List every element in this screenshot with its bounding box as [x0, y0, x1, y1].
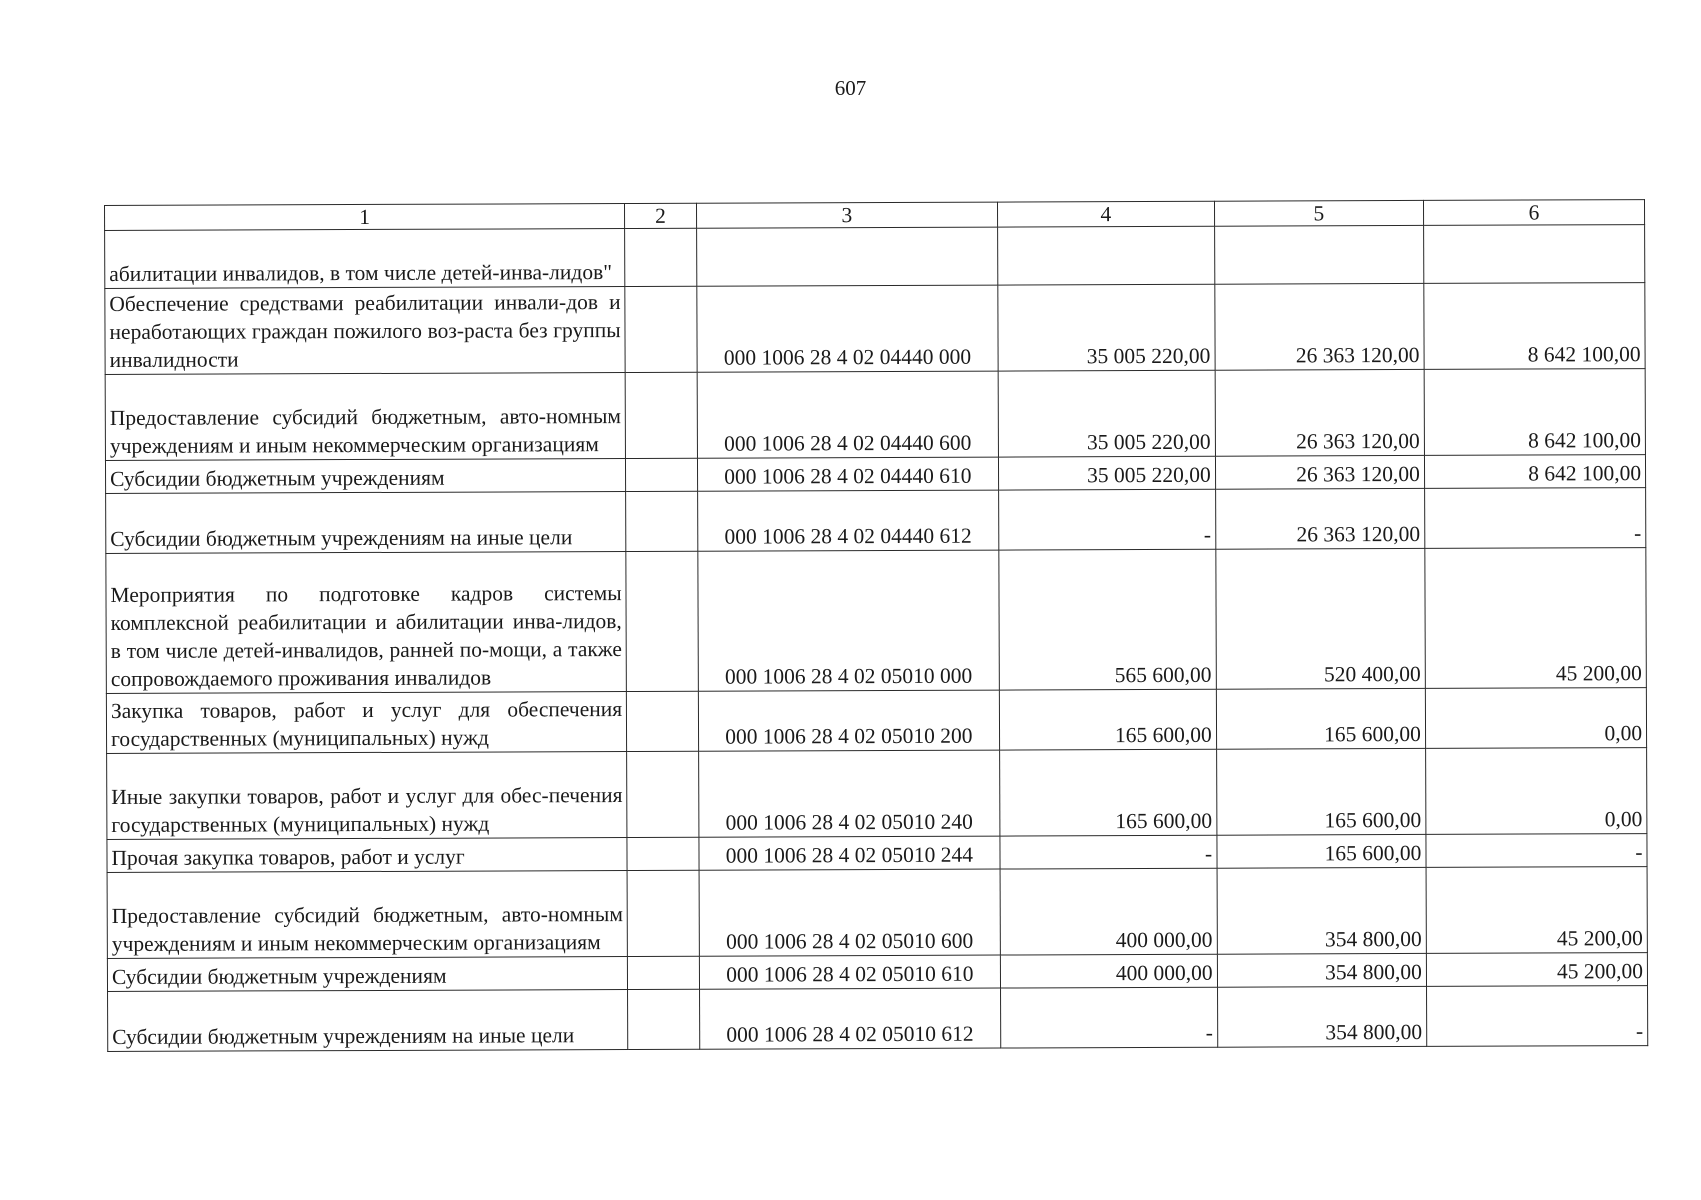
row-value-5: 26 363 120,00 — [1215, 488, 1424, 549]
header-cell: 5 — [1214, 200, 1423, 226]
table-row — [105, 225, 1645, 289]
row-name: Предоставление субсидий бюджетным, авто-номным учреждениям и иным некоммерческим организациям — [105, 372, 626, 460]
row-name: Субсидии бюджетным учреждениям — [105, 458, 625, 493]
row-value-6: - — [1426, 834, 1647, 868]
row-value-5: 165 600,00 — [1216, 688, 1425, 749]
row-value-6: - — [1424, 488, 1645, 549]
row-value-5: 520 400,00 — [1216, 548, 1426, 689]
row-col2 — [627, 751, 699, 837]
row-value-5: 354 800,00 — [1217, 867, 1426, 954]
header-cell: 4 — [997, 201, 1214, 227]
row-code: 000 1006 28 4 02 05010 240 — [698, 750, 1000, 837]
row-code: 000 1006 28 4 02 05010 600 — [699, 869, 1001, 956]
row-col2 — [625, 372, 697, 458]
row-col2 — [626, 458, 698, 491]
page-number: 607 — [834, 76, 867, 100]
row-value-5: 165 600,00 — [1217, 834, 1426, 868]
row-value-4: 35 005 220,00 — [998, 456, 1215, 490]
row-value-5 — [1214, 225, 1423, 284]
table-row — [107, 953, 1647, 992]
row-col2 — [627, 870, 699, 956]
row-name: Обеспечение средствами реабилитации инвали-дов и неработающих граждан пожилого воз-раста без группы инвалидности — [105, 287, 626, 375]
table-row — [107, 834, 1647, 873]
table-row — [105, 369, 1645, 461]
row-value-4: 165 600,00 — [1000, 749, 1217, 836]
table-row — [107, 867, 1647, 959]
row-code: 000 1006 28 4 02 04440 610 — [697, 457, 998, 491]
row-value-6: 0,00 — [1425, 688, 1646, 749]
row-col2 — [627, 691, 699, 751]
table-row — [105, 283, 1645, 375]
row-col2 — [626, 491, 698, 551]
row-value-6 — [1423, 225, 1644, 284]
row-value-5: 165 600,00 — [1216, 748, 1425, 835]
table-row — [106, 548, 1647, 694]
row-name: Субсидии бюджетным учреждениям на иные цели — [108, 989, 628, 1051]
row-value-4: 35 005 220,00 — [998, 284, 1215, 371]
header-cell: 6 — [1423, 200, 1644, 226]
row-col2 — [628, 956, 700, 989]
row-name: Мероприятия по подготовке кадров системы комплексной реабилитации и абилитации инва-лидов, в том числе детей-инвалидов, ранней по-мощи, а также сопровождаемого проживания инвалидов — [106, 551, 627, 693]
row-code: 000 1006 28 4 02 04440 612 — [697, 490, 998, 551]
row-value-6: 8 642 100,00 — [1424, 283, 1645, 370]
row-value-6: 45 200,00 — [1426, 953, 1647, 987]
row-value-4: - — [1000, 987, 1217, 1048]
row-value-6: 45 200,00 — [1426, 867, 1647, 954]
row-value-6: 0,00 — [1425, 748, 1646, 835]
row-value-6: 8 642 100,00 — [1424, 455, 1645, 489]
row-code: 000 1006 28 4 02 04440 000 — [697, 285, 999, 372]
table-row — [107, 748, 1647, 840]
row-value-4: - — [1000, 835, 1217, 869]
row-code: 000 1006 28 4 02 05010 612 — [699, 988, 1000, 1049]
table-row — [106, 488, 1646, 554]
row-value-4: - — [999, 489, 1216, 550]
row-value-5: 354 800,00 — [1217, 986, 1426, 1047]
budget-table — [104, 199, 1648, 1052]
row-col2 — [626, 551, 698, 691]
row-value-5: 26 363 120,00 — [1215, 455, 1424, 489]
header-cell: 1 — [105, 204, 625, 231]
table-row — [106, 688, 1646, 754]
row-col2 — [625, 228, 697, 286]
row-code: 000 1006 28 4 02 05010 610 — [699, 955, 1000, 989]
row-value-4: 35 005 220,00 — [998, 370, 1215, 457]
row-value-6: - — [1426, 986, 1647, 1047]
row-code: 000 1006 28 4 02 05010 200 — [698, 690, 999, 751]
row-value-4: 400 000,00 — [1000, 868, 1217, 955]
table-row — [108, 986, 1648, 1052]
row-value-6: 45 200,00 — [1425, 548, 1647, 689]
row-value-4: 400 000,00 — [1000, 954, 1217, 988]
row-value-6: 8 642 100,00 — [1424, 369, 1645, 456]
row-col2 — [627, 837, 699, 870]
row-col2 — [625, 286, 697, 372]
row-col2 — [628, 989, 700, 1049]
row-code: 000 1006 28 4 02 05010 244 — [699, 836, 1000, 870]
row-value-5: 354 800,00 — [1217, 953, 1426, 987]
row-name: Закупка товаров, работ и услуг для обеспечения государственных (муниципальных) нужд — [106, 691, 626, 753]
row-name: Субсидии бюджетным учреждениям на иные цели — [106, 491, 626, 553]
row-value-4 — [998, 226, 1215, 285]
row-code: 000 1006 28 4 02 04440 600 — [697, 371, 999, 458]
row-value-5: 26 363 120,00 — [1215, 369, 1424, 456]
row-code: 000 1006 28 4 02 05010 000 — [698, 550, 1000, 691]
row-name: Субсидии бюджетным учреждениям — [107, 956, 627, 991]
row-value-4: 165 600,00 — [999, 689, 1216, 750]
row-name: Предоставление субсидий бюджетным, авто-номным учреждениям и иным некоммерческим организациям — [107, 870, 628, 958]
row-name: Иные закупки товаров, работ и услуг для обес-печения государственных (муниципальных) нужд — [107, 751, 628, 839]
row-code — [696, 227, 997, 286]
row-value-4: 565 600,00 — [999, 549, 1216, 690]
table-row — [105, 455, 1645, 494]
row-name: абилитации инвалидов, в том числе детей-инва-лидов" — [105, 229, 625, 289]
header-cell: 2 — [625, 203, 697, 228]
header-cell: 3 — [696, 202, 997, 228]
row-name: Прочая закупка товаров, работ и услуг — [107, 837, 627, 872]
row-value-5: 26 363 120,00 — [1215, 283, 1424, 370]
